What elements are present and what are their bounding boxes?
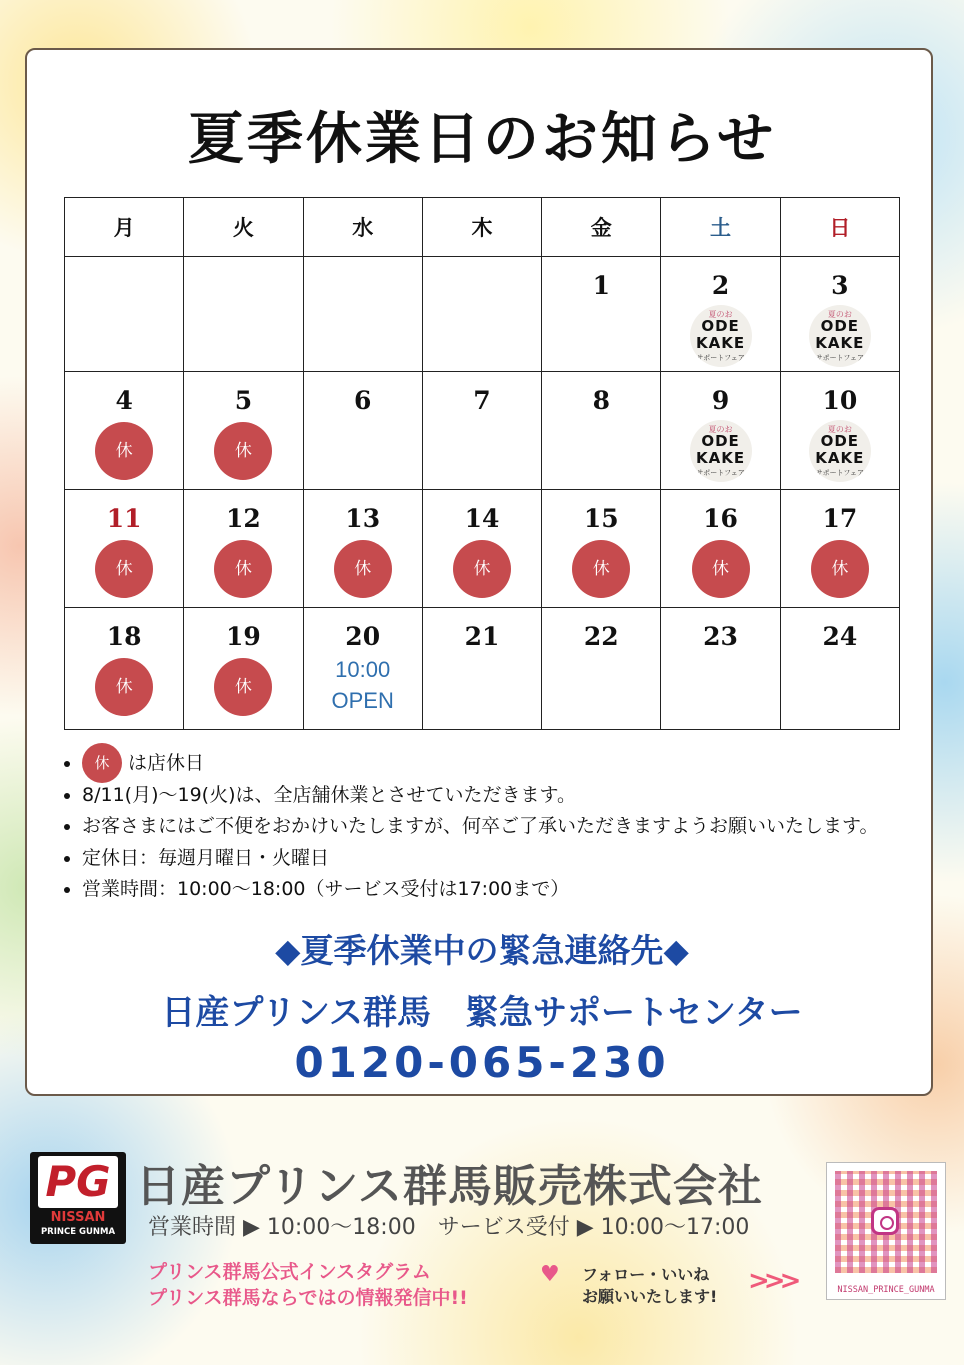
day-number: 17 [822, 504, 858, 533]
day-number: 10 [822, 386, 858, 415]
note-item: • 8/11(月)～19(火)は、全店舗休業とさせていただきます。 [82, 780, 878, 812]
company-name: 日産プリンス群馬販売株式会社 [136, 1161, 763, 1212]
day-number: 7 [473, 386, 491, 415]
day-number: 3 [831, 271, 849, 300]
closed-day-icon: 休 [214, 658, 272, 716]
weekday-header-row [65, 198, 900, 257]
day-number: 13 [345, 504, 381, 533]
emergency-phone[interactable]: 0120-065-230 [294, 1038, 670, 1087]
note-item: • お客さまにはご不便をおかけいたしますが、何卒ご了承いただきますようお願いいたします。 [82, 811, 878, 843]
weekday-sat: 土 [661, 198, 780, 257]
weekday-mon: 月 [65, 198, 184, 257]
logo-prince: PRINCE GUNMA [40, 1227, 116, 1237]
calendar-day-cell [303, 372, 422, 490]
page-title: 夏季休業日のお知らせ [187, 107, 777, 172]
calendar-day-cell [780, 257, 899, 372]
badge-bottom: サポートフェア [696, 469, 745, 477]
instagram-icon [871, 1207, 899, 1235]
calendar-day-cell [184, 372, 303, 490]
weekday-wed: 水 [303, 198, 422, 257]
calendar [64, 197, 900, 730]
day-number: 2 [711, 271, 730, 300]
closed-day-icon: 休 [692, 540, 750, 598]
badge-line2: KAKE [695, 449, 746, 467]
badge-bottom: サポートフェア [815, 469, 865, 477]
legend-text: は店休日 [128, 752, 205, 774]
day-number [304, 269, 422, 303]
weekday-tue: 火 [184, 198, 303, 257]
closed-day-icon: 休 [214, 422, 272, 480]
calendar-day-cell [542, 490, 661, 608]
calendar-day-cell [422, 257, 541, 372]
odekake-fair-badge-icon [690, 305, 752, 367]
badge-line2: KAKE [815, 449, 865, 467]
odekake-fair-badge-icon [690, 420, 752, 482]
logo-pg: PG [38, 1156, 118, 1208]
badge-top: 夏のお [827, 425, 852, 434]
day-number: 18 [106, 622, 142, 651]
calendar-day-cell [65, 608, 184, 730]
day-number [184, 269, 302, 303]
calendar-day-cell [184, 257, 303, 372]
logo-nissan: NISSAN [50, 1210, 106, 1225]
calendar-day-cell [303, 490, 422, 608]
closed-day-icon: 休 [572, 540, 630, 598]
closed-day-icon: 休 [214, 540, 272, 598]
day-number: 14 [464, 504, 500, 533]
calendar-day-cell [780, 372, 899, 490]
calendar-day-cell [661, 490, 780, 608]
company-logo [30, 1152, 126, 1244]
calendar-week-row [65, 257, 900, 372]
badge-line1: ODE [820, 432, 860, 450]
weekday-fri: 金 [542, 198, 661, 257]
badge-bottom: サポートフェア [815, 354, 865, 362]
calendar-day-cell [780, 490, 899, 608]
note-item: • 定休日：毎週月曜日・火曜日 [82, 843, 878, 875]
notes-list [62, 748, 878, 906]
day-number: 23 [703, 622, 738, 651]
note-item: • 営業時間：10:00～18:00（サービス受付は17:00まで） [82, 874, 878, 906]
calendar-day-cell [542, 257, 661, 372]
business-hours: 営業時間 ▶ 10:00～18:00 サービス受付 ▶ 10:00～17:00 [148, 1215, 750, 1240]
calendar-day-cell [65, 490, 184, 608]
closed-day-icon: 休 [453, 540, 511, 598]
closed-day-icon: 休 [811, 540, 869, 598]
calendar-day-cell [780, 608, 899, 730]
calendar-day-cell [422, 372, 541, 490]
day-number: 11 [106, 504, 142, 533]
calendar-day-cell [65, 372, 184, 490]
note-legend [82, 748, 878, 780]
calendar-day-cell [661, 372, 780, 490]
calendar-day-cell [184, 608, 303, 730]
open-time: 10:00 [335, 657, 391, 682]
follow-text-2: お願いいたします! [582, 1287, 718, 1306]
day-number: 5 [234, 386, 253, 415]
closed-day-icon: 休 [95, 658, 153, 716]
closed-day-icon: 休 [334, 540, 392, 598]
day-number: 22 [583, 622, 619, 651]
instagram-text-2: プリンス群馬ならではの情報発信中!! [148, 1287, 468, 1309]
weekday-thu: 木 [422, 198, 541, 257]
day-number [65, 269, 183, 303]
day-number: 24 [822, 622, 858, 651]
day-number: 16 [703, 504, 738, 533]
calendar-day-cell [542, 372, 661, 490]
day-number: 6 [354, 386, 372, 415]
closed-day-icon: 休 [82, 743, 122, 783]
calendar-day-cell [661, 257, 780, 372]
follow-text-1: フォロー・いいね [582, 1265, 710, 1284]
closed-day-icon: 休 [95, 422, 153, 480]
heart-hand-icon: ♥ [540, 1262, 560, 1287]
calendar-day-cell [303, 257, 422, 372]
day-number: 15 [583, 504, 619, 533]
instagram-text-1: プリンス群馬公式インスタグラム [148, 1261, 431, 1283]
open-label: OPEN [331, 688, 394, 713]
calendar-day-cell [184, 490, 303, 608]
day-number: 19 [226, 622, 261, 651]
calendar-day-cell [422, 608, 541, 730]
badge-line2: KAKE [815, 334, 865, 352]
calendar-day-cell [661, 608, 780, 730]
badge-top: 夏のお [708, 425, 733, 434]
day-number: 12 [226, 504, 261, 533]
closed-day-icon: 休 [95, 540, 153, 598]
calendar-week-row [65, 608, 900, 730]
day-number: 8 [592, 386, 610, 415]
badge-line2: KAKE [695, 334, 746, 352]
calendar-week-row [65, 372, 900, 490]
day-number: 4 [115, 386, 133, 415]
calendar-day-cell [422, 490, 541, 608]
badge-line1: ODE [701, 317, 740, 335]
day-number: 9 [711, 386, 730, 415]
calendar-day-cell [65, 257, 184, 372]
day-number: 21 [464, 622, 500, 651]
badge-line1: ODE [820, 317, 860, 335]
badge-top: 夏のお [827, 310, 852, 319]
qr-label: NISSAN_PRINCE_GUNMA [837, 1285, 935, 1295]
weekday-sun: 日 [780, 198, 899, 257]
odekake-fair-badge-icon [809, 420, 871, 482]
emergency-center: 日産プリンス群馬 緊急サポートセンター [161, 993, 803, 1033]
calendar-body [65, 257, 900, 730]
arrow-right-icon: >>> [748, 1266, 796, 1296]
day-number: 20 [345, 622, 381, 651]
day-number [423, 269, 541, 303]
badge-top: 夏のお [708, 310, 733, 319]
day-number: 1 [592, 271, 610, 300]
badge-line1: ODE [701, 432, 740, 450]
instagram-qr-code[interactable] [826, 1162, 946, 1300]
calendar-day-cell [542, 608, 661, 730]
badge-bottom: サポートフェア [696, 354, 745, 362]
odekake-fair-badge-icon [809, 305, 871, 367]
calendar-week-row [65, 490, 900, 608]
emergency-heading: ◆夏季休業中の緊急連絡先◆ [275, 931, 689, 970]
calendar-day-cell [303, 608, 422, 730]
